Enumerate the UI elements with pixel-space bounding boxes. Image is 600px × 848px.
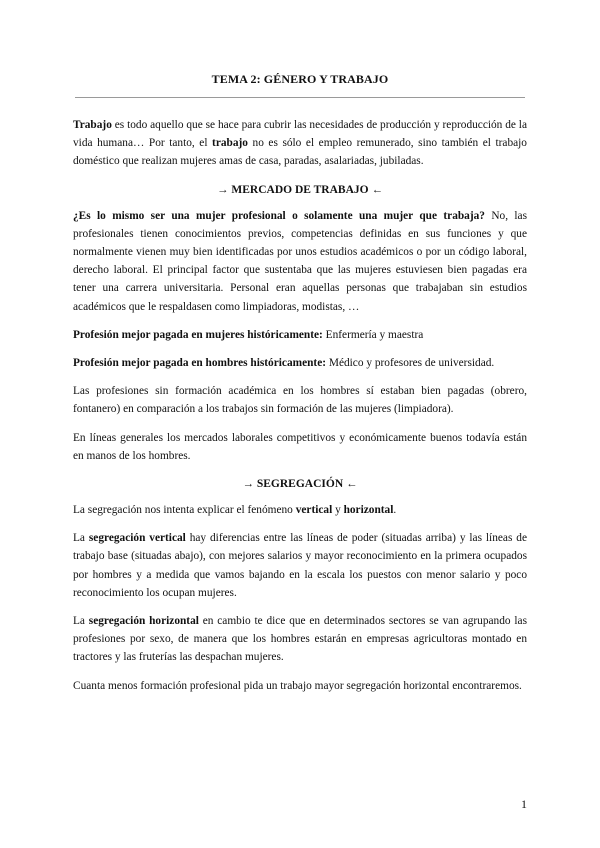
document-body [73, 116, 527, 705]
label-hombres: Profesión mejor pagada en hombres históricamente: [73, 357, 327, 370]
question-bold: ¿Es lo mismo ser una mujer profesional o solamente una mujer que trabaja? [73, 209, 485, 222]
segregacion-horizontal-bold: segregación horizontal [88, 615, 199, 628]
paragraph-profesional [73, 207, 527, 316]
label-mujeres: Profesión mejor pagada en mujeres históricamente: [73, 328, 323, 341]
paragraph-lineas-generales: En líneas generales los mercados laborales competitivos y económicamente buenos todavía están en manos de los hombres. [73, 431, 527, 462]
intro-text-1: es todo aquello que se hace para cubrir las necesidades de producción y reproducción de la vida humana… Por tanto, el [73, 119, 527, 150]
paragraph-segregacion-intro [73, 501, 527, 519]
page-number: 1 [521, 797, 527, 811]
heading-mercado-de-trabajo: → MERCADO DE TRABAJO ← [217, 183, 383, 196]
paragraph-segregacion-vertical [73, 529, 527, 602]
paragraph-formacion-profesional: Cuanta menos formación profesional pida un trabajo mayor segregación horizontal encontraremos. [73, 679, 522, 692]
paragraph-profesional-text: No, las profesionales tienen conocimientos previos, competencias definidas en sus funciones y que normalmente vienen muy bien identificadas por unos estudios académicos o por un código laboral, derecho laboral. El principal factor que sustentaba que las mujeres estuviesen bien pagadas era tener una carrera universitaria. Personal eran aquellas personas que trabajaban sin estudios académicos que le respaldasen como limpiadoras, modistas, … [73, 209, 527, 313]
paragraph-segregacion-horizontal [73, 612, 527, 667]
segregacion-horizontal-text: en cambio te dice que en determinados sectores se van agrupando las profesiones por sexo, de manera que los hombres estarán en empresas agricultoras montado en tractores y las fruterías las despachan mujeres. [73, 615, 527, 664]
horizontal-bold: horizontal [343, 504, 394, 517]
heading-segregacion: → SEGREGACIÓN ← [242, 478, 358, 491]
segregacion-intro-mid: y [332, 504, 344, 517]
segregacion-vertical-bold: segregación vertical [88, 532, 186, 545]
document-title: TEMA 2: GÉNERO Y TRABAJO [211, 72, 389, 86]
intro-bold-1: Trabajo [73, 119, 112, 131]
paragraph-mujeres-pagada [73, 326, 527, 344]
value-mujeres: Enfermería y maestra [322, 328, 424, 341]
vertical-pre: La [73, 532, 89, 545]
value-hombres: Médico y profesores de universidad. [326, 357, 495, 370]
title-divider [75, 97, 525, 98]
vertical-bold: vertical [295, 504, 333, 517]
segregacion-intro-text: La segregación nos intenta explicar el fenómeno [73, 504, 296, 517]
intro-paragraph [73, 116, 527, 171]
segregacion-vertical-text: hay diferencias entre las líneas de poder (situadas arriba) y las líneas de trabajo base (situadas abajo), con mejores salarios y mayor reconocimiento en la primera ocupados por hombres y a medida que vamos bajando en la escala los puestos con menor salario y poco reconocimiento los ocupan mujeres. [73, 532, 527, 599]
intro-text-2: no es sólo el empleo remunerado, sino también el trabajo doméstico que realizan mujeres amas de casa, paradas, asalariadas, jubiladas. [73, 137, 527, 168]
horizontal-pre: La [73, 615, 89, 628]
paragraph-hombres-pagada [73, 354, 527, 372]
paragraph-sin-formacion: Las profesiones sin formación académica en los hombres sí estaban bien pagadas (obrero, fontanero) en comparación a los trabajos sin formación de las mujeres (limpiadora). [73, 385, 527, 416]
intro-bold-2: trabajo [212, 137, 248, 150]
segregacion-intro-end: . [393, 504, 397, 517]
